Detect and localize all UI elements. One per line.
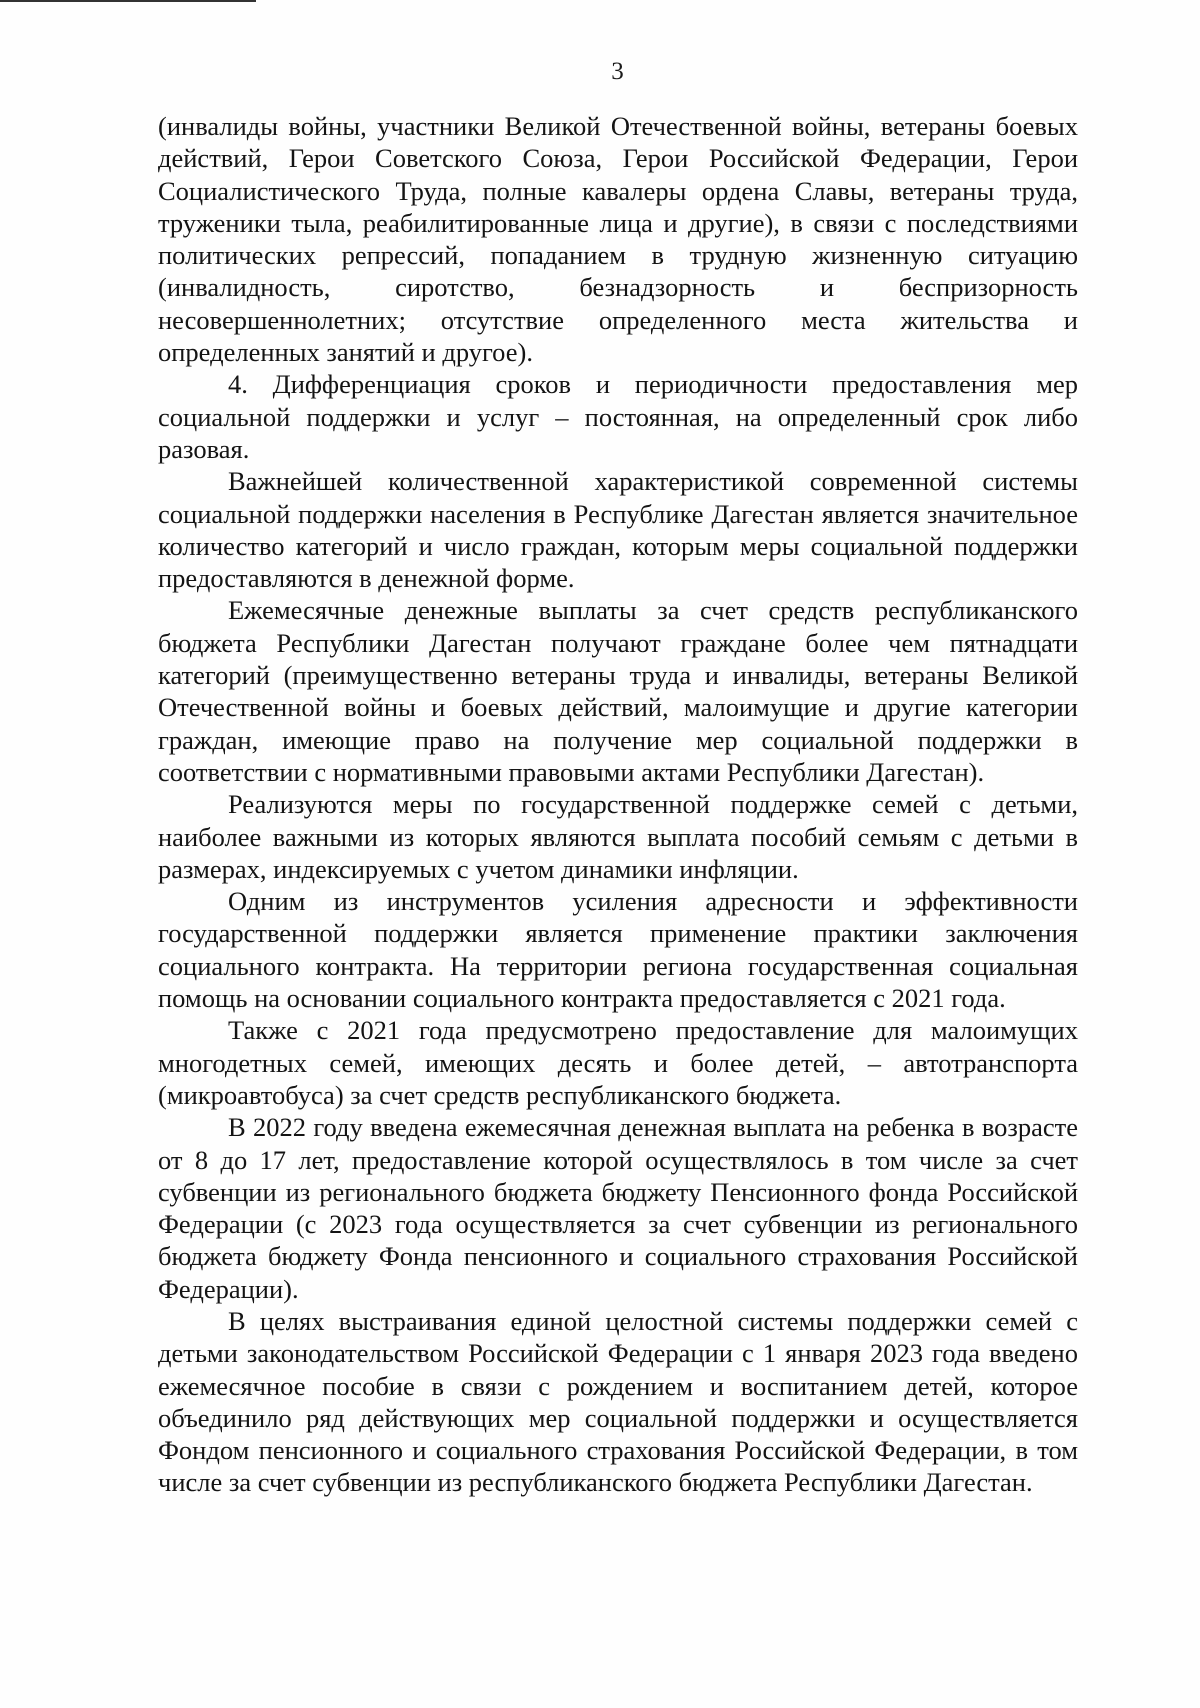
paragraph-continuation: (инвалиды войны, участники Великой Отечественной войны, ветераны боевых действий, Герои Советского Союза, Герои Российской Федерации, Герои Социалистического Труда, полные кавалеры ордена Славы, ветераны труда, труженики тыла, реабилитированные лица и другие), в связи с последствиями политических репрессий, попаданием в трудную жизненную ситуацию (инвалидность, сиротство, безнадзорность и беспризорность несовершеннолетних; отсутствие определенного места жительства и определенных занятий и другое).	[158, 111, 1078, 368]
paragraph: Также с 2021 года предусмотрено предоставление для малоимущих многодетных семей, имеющих десять и более детей, – автотранспорта (микроавтобуса) за счет средств республиканского бюджета.	[158, 1015, 1078, 1110]
paragraph: Важнейшей количественной характеристикой современной системы социальной поддержки населения в Республике Дагестан является значительное количество категорий и число граждан, которым меры социальной поддержки предоставляются в денежной форме.	[158, 466, 1078, 594]
paragraph: 4. Дифференциация сроков и периодичности предоставления мер социальной поддержки и услуг – постоянная, на определенный срок либо разовая.	[158, 369, 1078, 464]
top-rule	[0, 0, 256, 2]
document-body	[158, 110, 1078, 1499]
paragraph: Ежемесячные денежные выплаты за счет средств республиканского бюджета Республики Дагестан получают граждане более чем пятнадцати категорий (преимущественно ветераны труда и инвалиды, ветераны Великой Отечественной войны и боевых действий, малоимущие и другие категории граждан, имеющие право на получение мер социальной поддержки в соответствии с нормативными правовыми актами Республики Дагестан).	[158, 595, 1078, 787]
page-number: 3	[611, 58, 624, 85]
paragraph: Одним из инструментов усиления адресности и эффективности государственной поддержки является применение практики заключения социального контракта. На территории региона государственная социальная помощь на основании социального контракта предоставляется с 2021 года.	[158, 886, 1078, 1014]
paragraph: В 2022 году введена ежемесячная денежная выплата на ребенка в возрасте от 8 до 17 лет, предоставление которой осуществлялось в том числе за счет субвенции из регионального бюджета бюджету Пенсионного фонда Российской Федерации (с 2023 года осуществляется за счет субвенции из регионального бюджета бюджету Фонда пенсионного и социального страхования Российской Федерации).	[158, 1112, 1078, 1304]
paragraph: Реализуются меры по государственной поддержке семей с детьми, наиболее важными из которых являются выплата пособий семьям с детьми в размерах, индексируемых с учетом динамики инфляции.	[158, 789, 1078, 884]
paragraph: В целях выстраивания единой целостной системы поддержки семей с детьми законодательством Российской Федерации с 1 января 2023 года введено ежемесячное пособие в связи с рождением и воспитанием детей, которое объединило ряд действующих мер социальной поддержки и осуществляется Фондом пенсионного и социального страхования Российской Федерации, в том числе за счет субвенции из республиканского бюджета Республики Дагестан.	[158, 1305, 1078, 1498]
